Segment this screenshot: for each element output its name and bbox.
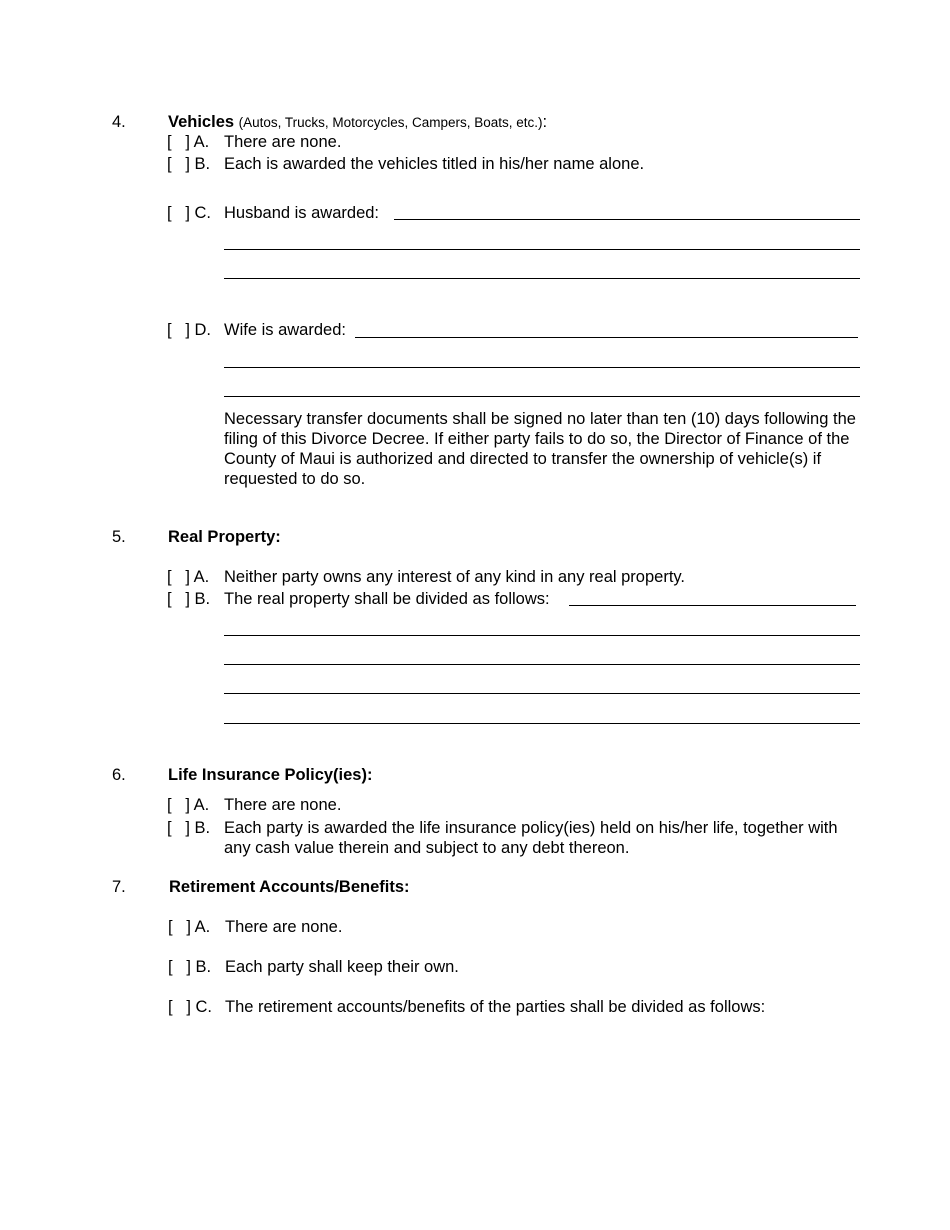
option-text: There are none. <box>225 918 343 936</box>
section-number: 4. <box>112 113 126 131</box>
transfer-note: Necessary transfer documents shall be signed no later than ten (10) days following the filing of this Divorce Decree. If either party fails to do so, the Director of Finance of the County of Maui is authorized and directed to transfer the ownership of vehicle(s) if requested to do so. <box>224 410 856 488</box>
section-title: Retirement Accounts/Benefits: <box>169 878 410 896</box>
real-property-field-line[interactable] <box>224 664 860 665</box>
husband-awarded-field[interactable] <box>394 219 860 220</box>
option-text: There are none. <box>224 796 342 814</box>
checkbox-vehicles-a[interactable]: [ ] A. <box>167 133 210 151</box>
option-text: Each is awarded the vehicles titled in his/her name alone. <box>224 155 645 173</box>
checkbox-vehicles-b[interactable]: [ ] B. <box>167 155 211 173</box>
checkbox-retirement-c[interactable]: [ ] C. <box>168 998 213 1016</box>
checkbox-real-property-b[interactable]: [ ] B. <box>167 590 211 608</box>
section-number: 7. <box>112 878 126 896</box>
section-heading-vehicles <box>168 112 547 133</box>
option-text: The retirement accounts/benefits of the parties shall be divided as follows: <box>225 998 766 1016</box>
checkbox-retirement-a[interactable]: [ ] A. <box>168 918 211 936</box>
option-text: Each party is awarded the life insurance policy(ies) held on his/her life, together with any cash value therein and subject to any debt thereon. <box>224 819 838 857</box>
real-property-field-line[interactable] <box>224 723 860 724</box>
option-text: There are none. <box>224 133 342 151</box>
section-title: Real Property: <box>168 528 281 546</box>
option-text: The real property shall be divided as follows: <box>224 590 550 608</box>
section-subtitle: (Autos, Trucks, Motorcycles, Campers, Boats, etc.) <box>238 115 543 130</box>
section-title: Life Insurance Policy(ies): <box>168 766 373 784</box>
checkbox-vehicles-d[interactable]: [ ] D. <box>167 321 212 339</box>
husband-awarded-field-line[interactable] <box>224 278 860 279</box>
checkbox-real-property-a[interactable]: [ ] A. <box>167 568 210 586</box>
section-number: 6. <box>112 766 126 784</box>
checkbox-life-insurance-a[interactable]: [ ] A. <box>167 796 210 814</box>
real-property-field[interactable] <box>569 605 856 606</box>
wife-awarded-field-line[interactable] <box>224 396 860 397</box>
checkbox-retirement-b[interactable]: [ ] B. <box>168 958 212 976</box>
husband-awarded-field-line[interactable] <box>224 249 860 250</box>
section-number: 5. <box>112 528 126 546</box>
option-text: Wife is awarded: <box>224 321 346 339</box>
real-property-field-line[interactable] <box>224 693 860 694</box>
section-title: Vehicles <box>168 113 235 131</box>
section-colon: : <box>542 113 548 131</box>
real-property-field-line[interactable] <box>224 635 860 636</box>
checkbox-vehicles-c[interactable]: [ ] C. <box>167 204 212 222</box>
wife-awarded-field[interactable] <box>355 337 858 338</box>
wife-awarded-field-line[interactable] <box>224 367 860 368</box>
option-text: Husband is awarded: <box>224 204 380 222</box>
option-text: Each party shall keep their own. <box>225 958 459 976</box>
option-text: Neither party owns any interest of any kind in any real property. <box>224 568 686 586</box>
checkbox-life-insurance-b[interactable]: [ ] B. <box>167 819 211 837</box>
